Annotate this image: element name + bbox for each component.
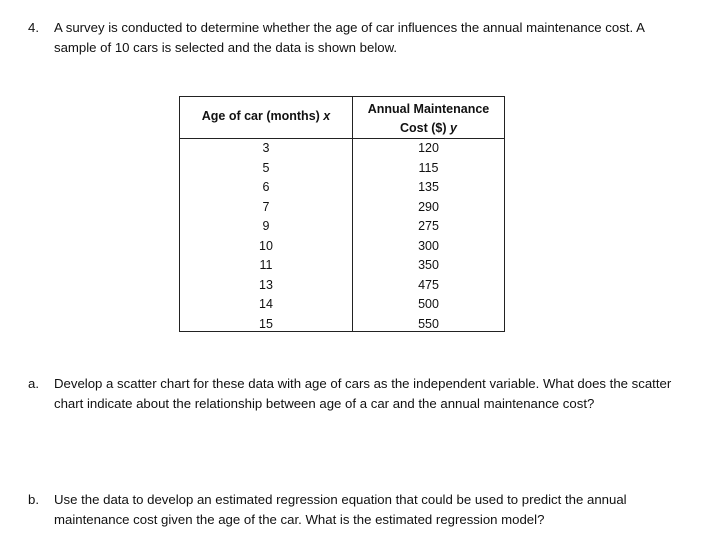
table-row	[180, 315, 504, 335]
table-header	[180, 97, 504, 139]
cell-cost: 135	[418, 180, 439, 194]
cell-age: 13	[259, 277, 273, 292]
cell-age: 14	[259, 297, 273, 311]
cell-age: 7	[262, 199, 270, 214]
header-cost-line2	[353, 119, 504, 138]
header-cost	[353, 100, 504, 138]
cell-age: 11	[259, 258, 273, 272]
cell-age: 15	[259, 316, 273, 331]
cell-cost: 350	[418, 258, 439, 272]
header-cost-var: y	[450, 121, 457, 135]
table-body	[180, 139, 504, 334]
cell-cost: 115	[418, 160, 439, 175]
question-number: 4.	[28, 20, 39, 35]
cell-age: 10	[259, 238, 273, 253]
part-b-label: b.	[28, 492, 39, 507]
cell-cost: 120	[418, 141, 439, 155]
table-row	[180, 178, 504, 198]
table-row	[180, 217, 504, 237]
cell-age: 9	[262, 219, 270, 233]
cell-cost: 550	[418, 316, 439, 331]
cell-cost: 300	[418, 238, 439, 253]
header-age-label: Age of car (months)	[201, 109, 320, 123]
table-row	[180, 256, 504, 276]
part-a-label: a.	[28, 376, 39, 391]
table-row	[180, 159, 504, 179]
table-row	[180, 139, 504, 159]
cell-age: 6	[262, 180, 270, 194]
cell-cost: 475	[418, 277, 439, 292]
cell-cost: 275	[418, 219, 439, 233]
header-cost-label: Cost ($)	[400, 121, 447, 135]
header-cost-line1: Annual Maintenance	[367, 102, 490, 116]
part-b-text: Use the data to develop an estimated regression equation that could be used to predict the annual maintenance cost given the age of the car. What is the estimated regression model?	[54, 492, 627, 527]
cell-age: 5	[262, 160, 270, 175]
table-row	[180, 198, 504, 218]
question-text: A survey is conducted to determine whether the age of car influences the annual maintenance cost. A sample of 10 cars is selected and the data is shown below.	[54, 20, 645, 55]
table-row	[180, 295, 504, 315]
header-age-var: x	[323, 109, 331, 123]
cell-cost: 500	[418, 297, 439, 311]
cell-cost: 290	[418, 199, 439, 214]
part-a-text: Develop a scatter chart for these data with age of cars as the independent variable. What does the scatter chart indicate about the relationship between age of a car and the annual maintenance cost?	[54, 376, 672, 411]
data-table	[179, 96, 505, 332]
table-row	[180, 276, 504, 296]
header-age	[180, 109, 352, 123]
table-row	[180, 237, 504, 257]
cell-age: 3	[262, 141, 270, 155]
